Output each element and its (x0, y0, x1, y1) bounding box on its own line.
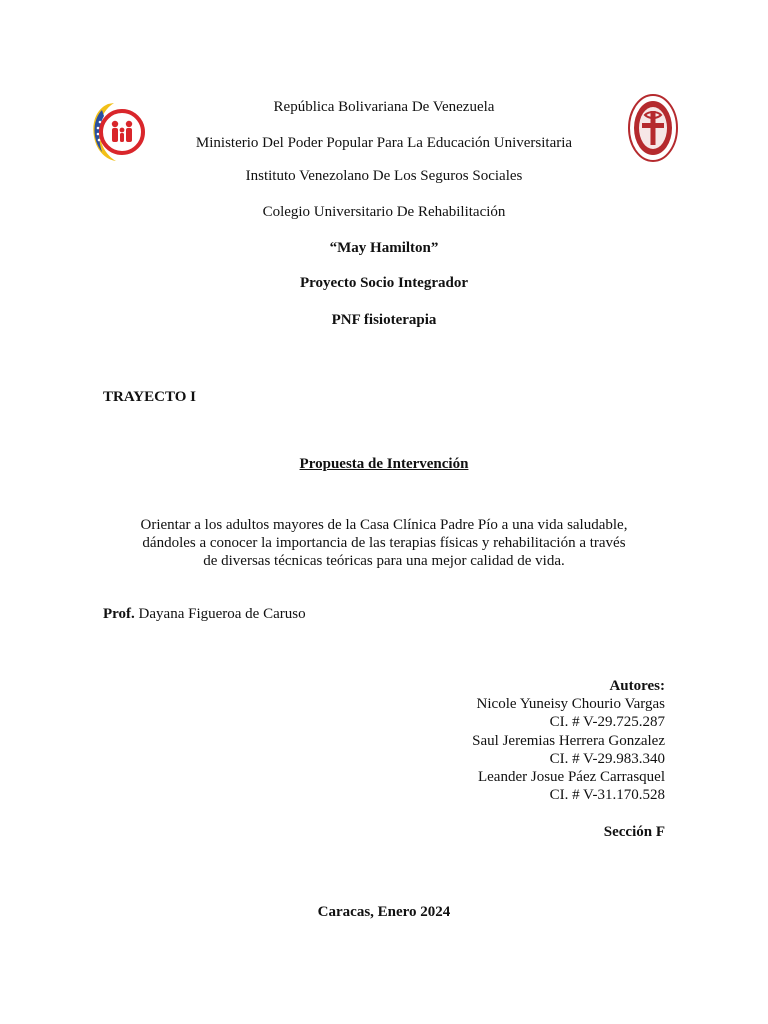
header-republic: República Bolivariana De Venezuela (273, 99, 495, 115)
authors-block (472, 677, 665, 804)
proposal-line: dándoles a conocer la importancia de las terapias físicas y rehabilitación a través (142, 535, 626, 551)
header-institute: Instituto Venezolano De Los Seguros Sociales (245, 168, 523, 184)
author-id: CI. # V-29.725.287 (549, 714, 665, 731)
author-name: Leander Josue Páez Carrasquel (477, 769, 665, 786)
professor-label: Prof. (103, 606, 135, 622)
proposal-line: de diversas técnicas teóricas para una mejor calidad de vida. (203, 553, 565, 569)
proposal-line: Orientar a los adultos mayores de la Casa Clínica Padre Pío a una vida saludable, (140, 517, 628, 533)
proposal-title (0, 455, 768, 473)
program-title: PNF fisioterapia (331, 312, 437, 328)
professor-line (103, 605, 306, 623)
professor-name: Dayana Figueroa de Caruso (138, 606, 306, 622)
project-title: Proyecto Socio Integrador (299, 275, 469, 291)
trayecto-label: TRAYECTO I (103, 389, 196, 405)
section-label: Sección F (603, 824, 665, 840)
author-name: Nicole Yuneisy Chourio Vargas (476, 696, 665, 713)
header-college: Colegio Universitario De Rehabilitación (262, 204, 506, 220)
proposal-title-text: Propuesta de Intervención (299, 456, 469, 472)
proposal-paragraph (120, 516, 648, 570)
header-ministry: Ministerio Del Poder Popular Para La Educación Universitaria (195, 135, 573, 151)
author-id: CI. # V-31.170.528 (549, 787, 665, 804)
authors-heading: Autores: (609, 678, 665, 694)
author-name: Saul Jeremias Herrera Gonzalez (472, 732, 665, 749)
author-id: CI. # V-29.983.340 (549, 750, 665, 767)
college-name: “May Hamilton” (329, 240, 439, 256)
place-date: Caracas, Enero 2024 (317, 904, 451, 920)
